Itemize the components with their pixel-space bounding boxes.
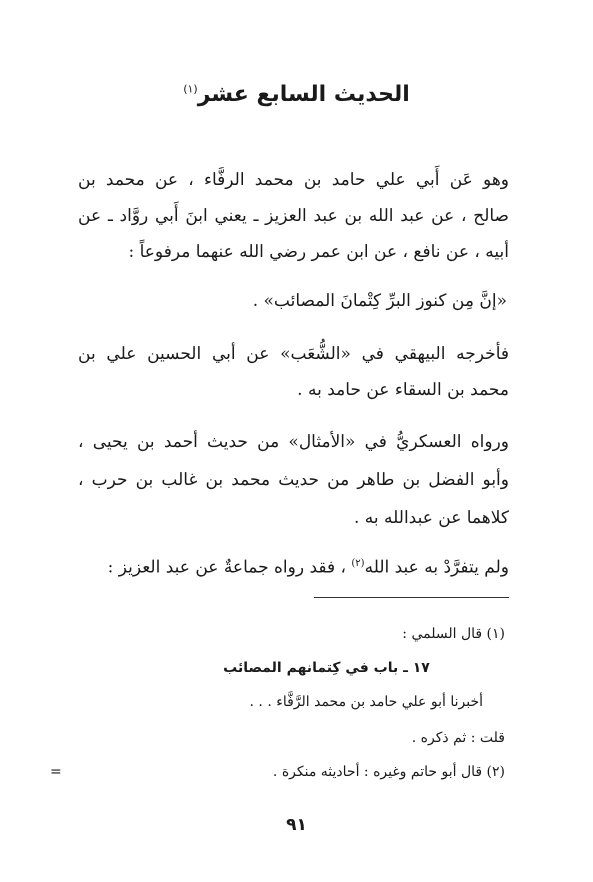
footnote-2-marker: (٢) [351,558,365,569]
paragraph-4-text-a: ولم يتفرَّدْ به عبد الله [364,557,509,578]
paragraph-3-line-2: وأبو الفضل بن طاهر من حديث محمد بن غالب بن حرب ، [78,470,509,490]
title-footnote-marker: (١) [183,82,198,96]
footnote-1-chain: أخبرنا أبو علي حامد بن محمد الرَّفَّاء . . . [249,694,483,710]
paragraph-1-line-1: وهو عَن أَبي علي حامد بن محمد الرفَّاء ، عن محمد بن [78,170,509,190]
paragraph-2-line-1: فأخرجه البيهقي في «الشُّعَب» عن أبي الحسين علي بن [78,344,509,364]
footnote-1-heading: ١٧ ـ باب في كِتمانهم المصائب [223,660,430,676]
footnote-1-note: قلت : ثم ذكره . [411,730,505,746]
paragraph-1-line-2: صالح ، عن عبد الله بن عبد العزيز ـ يعني ابنَ أَبي روَّاد ـ عن [78,206,509,226]
paragraph-1-line-3: أبيه ، عن نافع ، عن ابن عمر رضي الله عنهما مرفوعاً : [128,242,509,262]
paragraph-3-line-1: ورواه العسكريُّ في «الأمثال» من حديث أحمد بن يحيى ، [78,432,509,452]
hadith-text: «إنَّ مِن كنوز البرِّ كِتْمانَ المصائب» . [252,291,507,311]
paragraph-4-line-1 [78,552,509,580]
footnote-2: (٢) قال أبو حاتم وغيره : أحاديثه منكرة . [272,764,505,780]
chapter-title-text: الحديث السابع عشر [197,82,410,107]
paragraph-2-line-2: محمد بن السقاء عن حامد به . [297,380,509,400]
paragraph-4-text-b: ، فقد رواه جماعةٌ عن عبد العزيز : [107,557,352,578]
page-number: ٩١ [286,815,307,835]
chapter-title [0,82,593,107]
footnote-1-intro: (١) قال السلمي : [402,626,505,642]
margin-mark: = [50,764,62,780]
footnote-divider [314,597,509,598]
paragraph-3-line-3: كلاهما عن عبدالله به . [353,508,509,528]
